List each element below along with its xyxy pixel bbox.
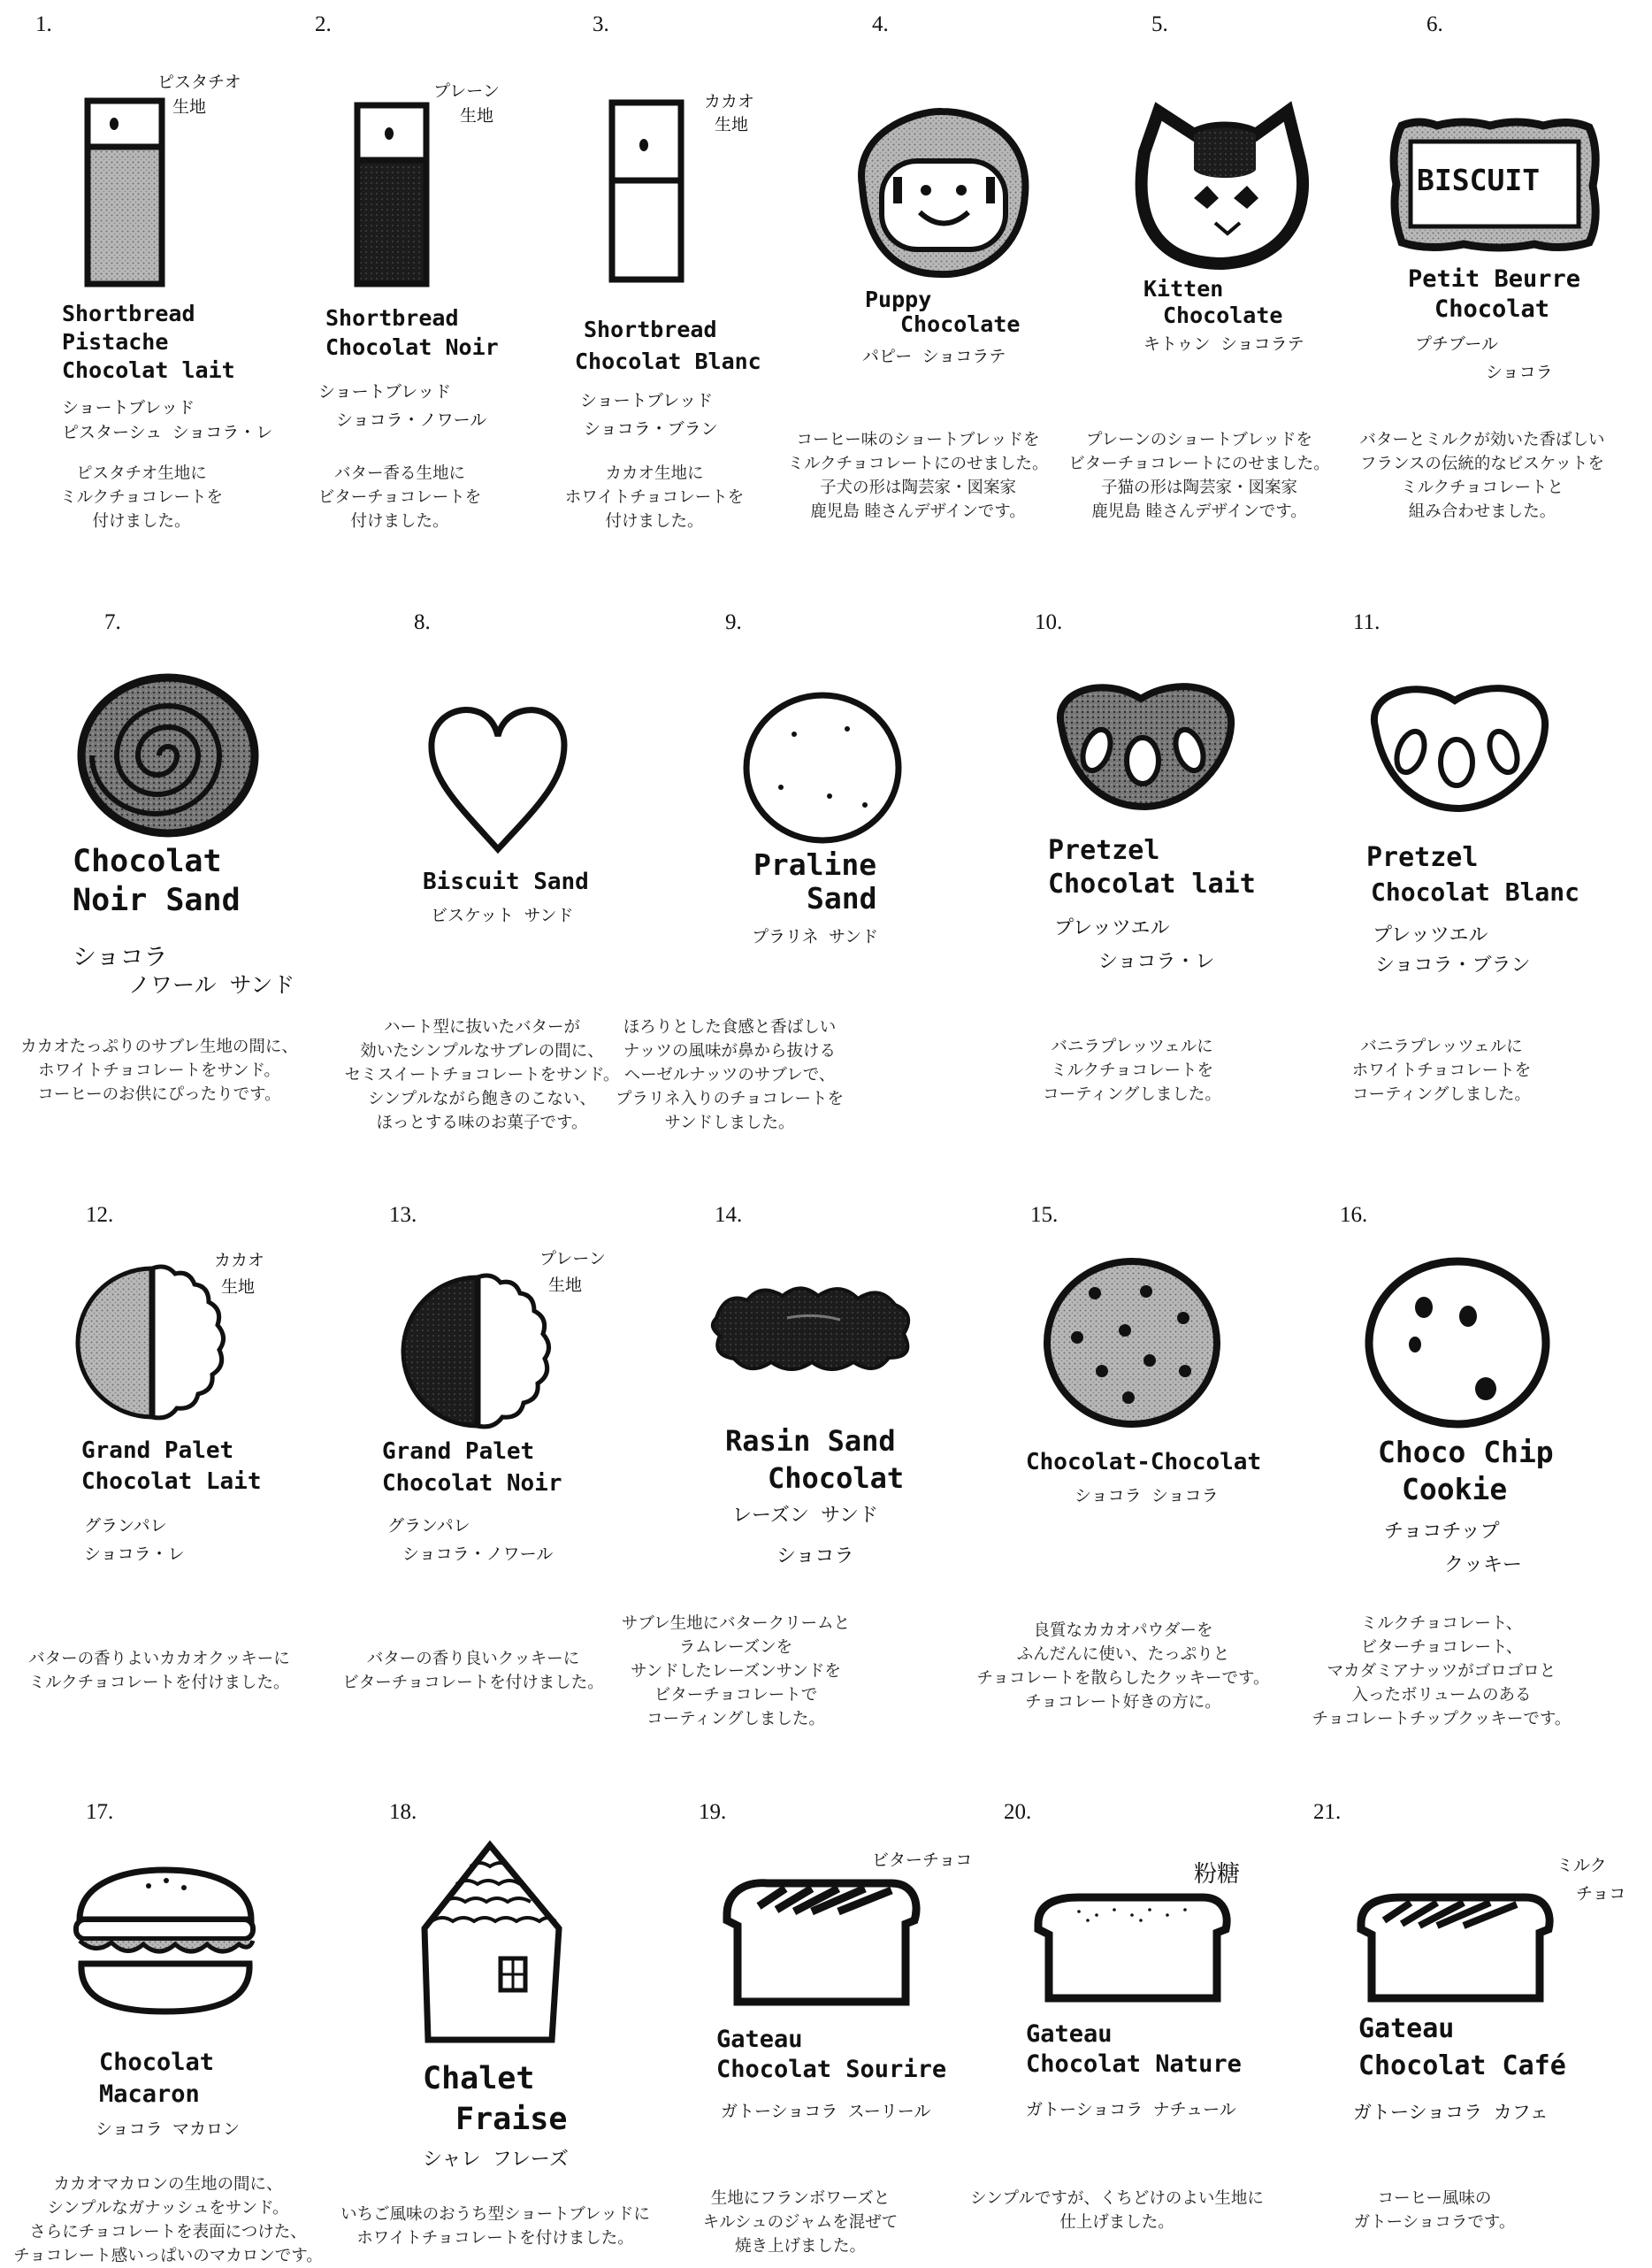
annotation: 粉糖: [1194, 1861, 1241, 1888]
katakana-name: チョコチップ: [1384, 1521, 1500, 1543]
kitten-chocolate-illustration: [1123, 99, 1318, 276]
grand-palet-lait-illustration: [64, 1256, 241, 1433]
item-number: 8.: [414, 610, 431, 634]
item-number: 13.: [389, 1203, 417, 1227]
product-name: Chocolat Noir: [325, 334, 499, 360]
description: 良質なカカオパウダーを ふんだんに使い、たっぷりと チョコレートを散らしたクッキーです。 チョコレート好きの方に。: [976, 1621, 1270, 1712]
katakana-name: ショートブレッド: [580, 391, 714, 410]
annotation: カカオ: [704, 92, 755, 111]
item-number: 14.: [715, 1203, 743, 1227]
katakana-name: ショコラ・レ: [1098, 951, 1215, 973]
annotation: 生地: [715, 115, 749, 134]
katakana-name: ピスターシュ ショコラ・レ: [62, 423, 273, 442]
item-number: 17.: [86, 1800, 114, 1824]
product-name: Kitten: [1143, 276, 1224, 302]
product-name: Chocolat lait: [62, 357, 235, 383]
product-name: Grand Palet: [81, 1437, 234, 1464]
product-name: Pistache: [62, 329, 169, 355]
description: カカオマカロンの生地の間に、 シンプルなガナッシュをサンド。 さらにチョコレートを表面につけた、 チョコレート感いっぱいのマカロンです。: [13, 2175, 323, 2265]
annotation: プレーン: [433, 81, 500, 101]
annotation: ピスタチオ: [157, 73, 241, 92]
katakana-name: プラリネ サンド: [752, 927, 879, 946]
item-number: 16.: [1340, 1203, 1368, 1227]
product-name: Pretzel: [1366, 842, 1479, 873]
katakana-name: ショコラ: [1486, 363, 1553, 382]
item-number: 10.: [1035, 610, 1063, 634]
katakana-name: ノワール サンド: [128, 972, 295, 998]
description: バニラプレッツェルに ホワイトチョコレートを コーティングしました。: [1351, 1038, 1532, 1104]
item-number: 11.: [1353, 610, 1380, 634]
annotation: プレーン: [539, 1249, 606, 1268]
chocolat-macaron-illustration: [69, 1866, 264, 2026]
product-name: Chocolat Sourire: [716, 2056, 947, 2083]
katakana-name: ショコラ ショコラ: [1075, 1486, 1219, 1506]
product-name: Rasin Sand: [725, 1424, 896, 1458]
product-name: Grand Palet: [382, 1438, 535, 1465]
product-name: Chocolat: [99, 2049, 215, 2076]
product-name: Pretzel: [1048, 835, 1160, 866]
product-name: Cookie: [1402, 1472, 1508, 1506]
product-name: Chocolat lait: [1048, 869, 1256, 900]
katakana-name: プチブール: [1415, 334, 1499, 354]
heart-biscuit-illustration: [423, 699, 573, 858]
chocolat-chocolat-illustration: [1042, 1256, 1228, 1433]
annotation: チョコ: [1576, 1884, 1626, 1904]
annotation: ビターチョコ: [872, 1850, 973, 1870]
annotation: 生地: [460, 106, 494, 126]
annotation: カカオ: [214, 1251, 265, 1270]
description: バターとミルクが効いた香ばしい フランスの伝統的なビスケットを ミルクチョコレートと 組み合わせました。: [1359, 431, 1605, 521]
product-name: Chocolat: [73, 844, 222, 879]
description: ハート型に抜いたバターが 効いたシンプルなサブレの間に、 セミスイートチョコレートをサンド。 シンプルながら飽きのこない、 ほっとする味のお菓子です。: [344, 1018, 620, 1132]
product-name: Fraise: [455, 2102, 568, 2137]
katakana-name: ガトーショコラ カフェ: [1353, 2102, 1549, 2123]
katakana-name: ショコラ・ノワール: [402, 1544, 554, 1564]
pretzel-blanc-illustration: [1358, 674, 1561, 824]
product-name: Chocolat Noir: [382, 1470, 562, 1497]
pretzel-lait-illustration: [1044, 672, 1247, 823]
item-number: 9.: [725, 610, 742, 634]
katakana-name: ガトーショコラ ナチュール: [1026, 2100, 1236, 2119]
item-number: 6.: [1426, 12, 1443, 36]
description: ピスタチオ生地に ミルクチョコレートを 付けました。: [59, 464, 224, 531]
description: カカオたっぷりのサブレ生地の間に、 ホワイトチョコレートをサンド。 コーヒーのお供にぴったりです。: [20, 1038, 298, 1104]
chalet-fraise-illustration: [416, 1840, 566, 2052]
katakana-name: ショコラ・ブラン: [584, 419, 718, 439]
gateau-nature-illustration: [1026, 1889, 1238, 2021]
shortbread-pistache-illustration: [84, 97, 172, 287]
annotation: ミルク: [1556, 1856, 1607, 1875]
item-number: 21.: [1313, 1800, 1342, 1824]
rasin-sand-illustration: [707, 1274, 920, 1380]
shortbread-noir-illustration: [354, 102, 442, 292]
katakana-name: グランパレ: [84, 1516, 167, 1536]
puppy-chocolate-illustration: [845, 106, 1039, 283]
description: サブレ生地にバタークリームと ラムレーズンを サンドしたレーズンサンドを ビターチョコレートで コーティングしました。: [621, 1614, 851, 1728]
katakana-name: ショコラ・ノワール: [336, 410, 487, 430]
item-number: 4.: [872, 12, 889, 36]
katakana-name: グランパレ: [387, 1516, 470, 1536]
katakana-name: パピー ショコラテ: [862, 347, 1006, 366]
gateau-cafe-illustration: [1349, 1889, 1561, 2021]
product-name: Gateau: [1026, 2020, 1113, 2048]
item-number: 3.: [593, 12, 609, 36]
description: ミルクチョコレート、 ビターチョコレート、 マカダミアナッツがゴロゴロと 入ったボリュームのある チョコレートチップクッキーです。: [1312, 1614, 1572, 1728]
description: コーヒー味のショートブレッドを ミルクチョコレートにのせました。 子犬の形は陶芸家・図案家 鹿児島 睦さんデザインです。: [787, 431, 1049, 521]
shortbread-blanc-illustration: [608, 99, 697, 289]
katakana-name: ショコラ: [73, 944, 168, 971]
description: バターの香りよいカカオクッキーに ミルクチョコレートを付けました。: [28, 1650, 290, 1692]
katakana-name: プレッツエル: [1373, 924, 1488, 946]
description: カカオ生地に ホワイトチョコレートを 付けました。: [564, 464, 745, 531]
product-name: Biscuit Sand: [423, 869, 589, 895]
product-name: Chocolat Lait: [81, 1468, 262, 1495]
product-name: Chocolat Café: [1358, 2050, 1566, 2081]
product-name: Chocolat Nature: [1026, 2050, 1242, 2078]
product-name: Shortbread: [62, 301, 195, 326]
description: いちご風味のおうち型ショートブレッドに ホワイトチョコレートを付けました。: [340, 2205, 650, 2248]
annotation: 生地: [221, 1277, 256, 1297]
annotation: 生地: [548, 1276, 583, 1295]
katakana-name: ショートブレッド: [318, 382, 452, 402]
katakana-name: ビスケット サンド: [431, 906, 574, 925]
product-name: Choco Chip: [1378, 1435, 1554, 1469]
product-name: Macaron: [99, 2080, 200, 2108]
product-name: Chocolat: [768, 1461, 905, 1495]
item-number: 19.: [699, 1800, 727, 1824]
product-name: Shortbread: [584, 317, 717, 342]
item-number: 20.: [1004, 1800, 1032, 1824]
description: バター香る生地に ビターチョコレートを 付けました。: [317, 464, 482, 531]
product-name: Chocolat-Chocolat: [1026, 1449, 1262, 1475]
product-name: Gateau: [1358, 2013, 1455, 2044]
product-name: Gateau: [716, 2026, 803, 2053]
grand-palet-noir-illustration: [389, 1265, 566, 1442]
katakana-name: ショコラ・ブラン: [1375, 954, 1531, 977]
katakana-name: キトゥン ショコラテ: [1143, 334, 1304, 354]
product-name: Chocolat Blanc: [1371, 877, 1580, 907]
biscuit-label: BISCUIT: [1417, 163, 1541, 197]
description: ほろりとした食感と香ばしい ナッツの風味が鼻から抜ける ヘーゼルナッツのサブレで、 プラリネ入りのチョコレートを サンドしました。: [615, 1018, 845, 1132]
description: 生地にフランボワーズと キルシュのジャムを混ぜて 焼き上げました。: [702, 2189, 899, 2256]
annotation: 生地: [172, 97, 207, 117]
katakana-name: ガトーショコラ スーリール: [721, 2102, 931, 2121]
katakana-name: プレッツエル: [1054, 917, 1170, 939]
product-name: Noir Sand: [73, 883, 241, 918]
katakana-name: レーズン サンド: [732, 1505, 879, 1527]
description: シンプルですが、くちどけのよい生地に 仕上げました。: [970, 2189, 1264, 2232]
choco-chip-cookie-illustration: [1362, 1256, 1556, 1433]
gateau-sourire-illustration: [715, 1871, 927, 2012]
description: コーヒー風味の ガトーショコラです。: [1353, 2189, 1516, 2232]
product-name: Chocolate: [1163, 303, 1283, 328]
product-name: Puppy: [865, 287, 932, 312]
item-number: 18.: [389, 1800, 417, 1824]
item-number: 12.: [86, 1203, 114, 1227]
product-name: Chocolate: [900, 311, 1021, 337]
product-name: Chalet: [423, 2061, 535, 2096]
praline-sand-illustration: [741, 690, 909, 849]
chocolat-noir-sand-illustration: [78, 674, 264, 842]
product-name: Sand: [807, 881, 877, 916]
description: バターの香り良いクッキーに ビターチョコレートを付けました。: [342, 1650, 604, 1692]
katakana-name: シャレ フレーズ: [423, 2149, 569, 2171]
product-name: Chocolat: [1434, 295, 1550, 323]
katakana-name: ショコラ: [776, 1545, 854, 1567]
katakana-name: ショコラ マカロン: [96, 2119, 241, 2139]
product-name: Shortbread: [325, 305, 459, 331]
product-name: Praline: [753, 847, 877, 882]
item-number: 15.: [1030, 1203, 1059, 1227]
item-number: 1.: [35, 12, 52, 36]
description: バニラプレッツェルに ミルクチョコレートを コーティングしました。: [1043, 1038, 1221, 1104]
item-number: 2.: [315, 12, 332, 36]
katakana-name: クッキー: [1444, 1554, 1523, 1576]
katakana-name: ショートブレッド: [62, 398, 195, 418]
product-name: Chocolat Blanc: [575, 349, 761, 374]
product-name: Petit Beurre: [1408, 265, 1581, 293]
item-number: 5.: [1151, 12, 1168, 36]
description: プレーンのショートブレッドを ビターチョコレートにのせました。 子猫の形は陶芸家・図案家 鹿児島 睦さんデザインです。: [1068, 431, 1330, 521]
item-number: 7.: [104, 610, 121, 634]
katakana-name: ショコラ・レ: [84, 1544, 185, 1564]
